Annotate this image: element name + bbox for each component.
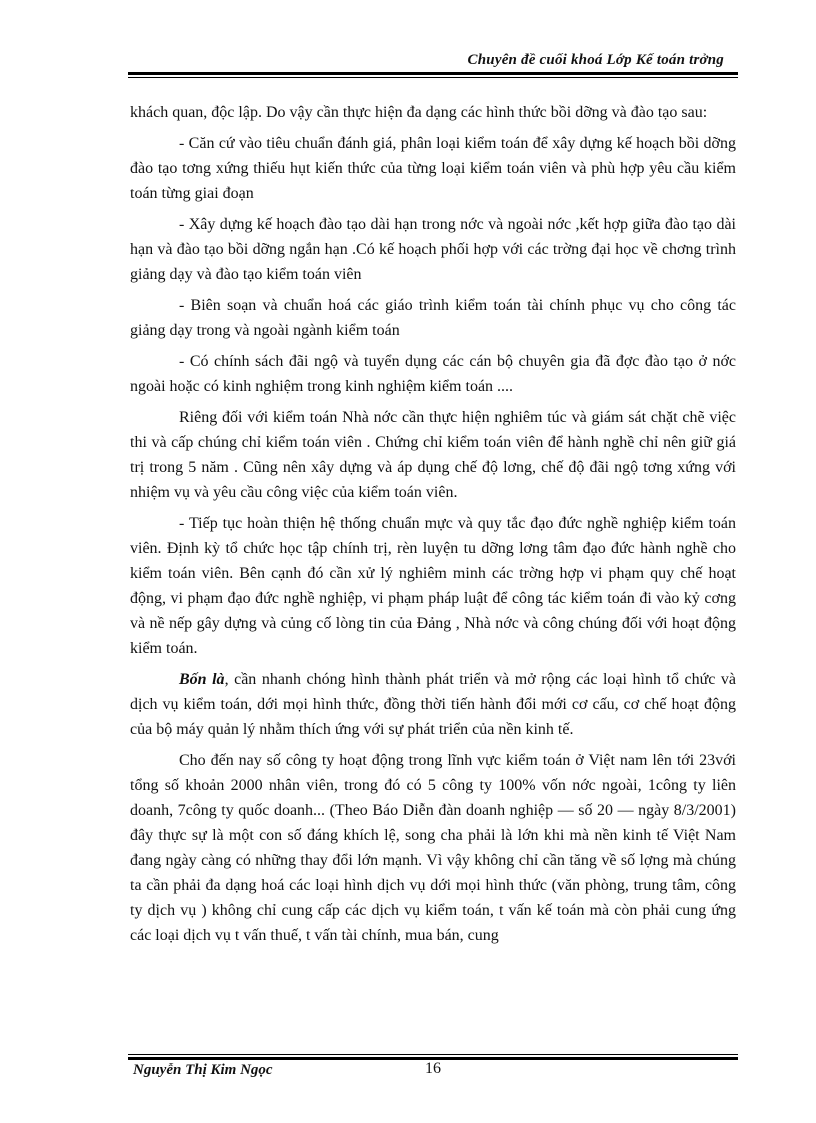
- footer-author: Nguyễn Thị Kim Ngọc: [133, 1062, 273, 1078]
- paragraph-9: Cho đến nay số công ty hoạt động trong lĩnh vực kiểm toán ở Việt nam lên tới 23với tổng số khoản 2000 nhân viên, trong đó có 5 công ty 100% vốn nớc ngoài, 1công ty liên doanh, 7công ty quốc doanh... (Theo Báo Diễn đàn doanh nghiệp — số 20 — ngày 8/3/2001) đây thực sự là một con số đáng khích lệ, song cha phải là lớn khi mà nền kinh tế Việt Nam đang ngày càng có những thay đổi lớn mạnh. Vì vậy không chỉ cần tăng về số lợng mà chúng ta cần phải đa dạng hoá các loại hình dịch vụ dới mọi hình thức (văn phòng, trung tâm, công ty dịch vụ ) không chỉ cung cấp các dịch vụ kiểm toán, t vấn kế toán mà còn phải cung ứng các loại dịch vụ t vấn thuế, t vấn tài chính, mua bán, cung: [130, 752, 736, 944]
- paragraph-5: - Có chính sách đãi ngộ và tuyển dụng các cán bộ chuyên gia đã đợc đào tạo ở nớc ngoài hoặc có kinh nghiệm trong kinh nghiệm kiểm toán ....: [130, 353, 736, 395]
- page-content: [130, 100, 736, 954]
- paragraph-7: - Tiếp tục hoàn thiện hệ thống chuẩn mực và quy tắc đạo đức nghề nghiệp kiểm toán viên. Định kỳ tổ chức học tập chính trị, rèn luyện tu dỡng lơng tâm đạo đức hành nghề cho kiểm toán viên. Bên cạnh đó cần xử lý nghiêm minh các trờng hợp vi phạm quy chế hoạt động, vi phạm đạo đức nghề nghiệp, vi phạm pháp luật để công tác kiểm toán đi vào kỷ cơng và nề nếp gây dựng và củng cố lòng tin của Đảng , Nhà nớc và công chúng đối với hoạt động kiểm toán.: [130, 515, 736, 657]
- paragraph-2: - Căn cứ vào tiêu chuẩn đánh giá, phân loại kiểm toán để xây dựng kế hoạch bồi dỡng đào tạo tơng xứng thiếu hụt kiến thức của từng loại kiểm toán viên và phù hợp yêu cầu kiểm toán từng giai đoạn: [130, 135, 736, 202]
- paragraph-3: - Xây dựng kế hoạch đào tạo dài hạn trong nớc và ngoài nớc ,kết hợp giữa đào tạo dài hạn và đào tạo bồi dỡng ngắn hạn .Có kế hoạch phối hợp với các trờng đại học về chơng trình giảng dạy và đào tạo kiểm toán viên: [130, 216, 736, 283]
- bon-la-lead: Bốn là: [179, 671, 225, 688]
- paragraph-4: - Biên soạn và chuẩn hoá các giáo trình kiểm toán tài chính phục vụ cho công tác giảng dạy trong và ngoài ngành kiểm toán: [130, 297, 736, 339]
- page-number: 16: [425, 1060, 441, 1077]
- header-rule-thick: [128, 72, 738, 75]
- paragraph-1: khách quan, độc lập. Do vậy cần thực hiện đa dạng các hình thức bồi dỡng và đào tạo sau:: [130, 104, 708, 121]
- bon-la-text: , cần nhanh chóng hình thành phát triển và mở rộng các loại hình tổ chức và dịch vụ kiểm toán, dới mọi hình thức, đồng thời tiến hành đổi mới cơ cấu, cơ chế hoạt động của bộ máy quản lý nhằm thích ứng với sự phát triển của nền kinh tế.: [130, 671, 737, 738]
- header-rule-thin: [128, 77, 738, 78]
- footer-rule-thin: [128, 1054, 738, 1055]
- header-title: Chuyên đề cuối khoá Lớp Kế toán trởng: [467, 52, 724, 68]
- paragraph-6: Riêng đối với kiểm toán Nhà nớc cần thực hiện nghiêm túc và giám sát chặt chẽ việc thi và cấp chúng chỉ kiểm toán viên . Chứng chỉ kiểm toán viên để hành nghề chỉ nên giữ giá trị trong 5 năm . Cũng nên xây dựng và áp dụng chế độ lơng, chế độ đãi ngộ tơng xứng với nhiệm vụ và yêu cầu công việc của kiểm toán viên.: [130, 409, 736, 501]
- paragraph-8: [130, 667, 736, 742]
